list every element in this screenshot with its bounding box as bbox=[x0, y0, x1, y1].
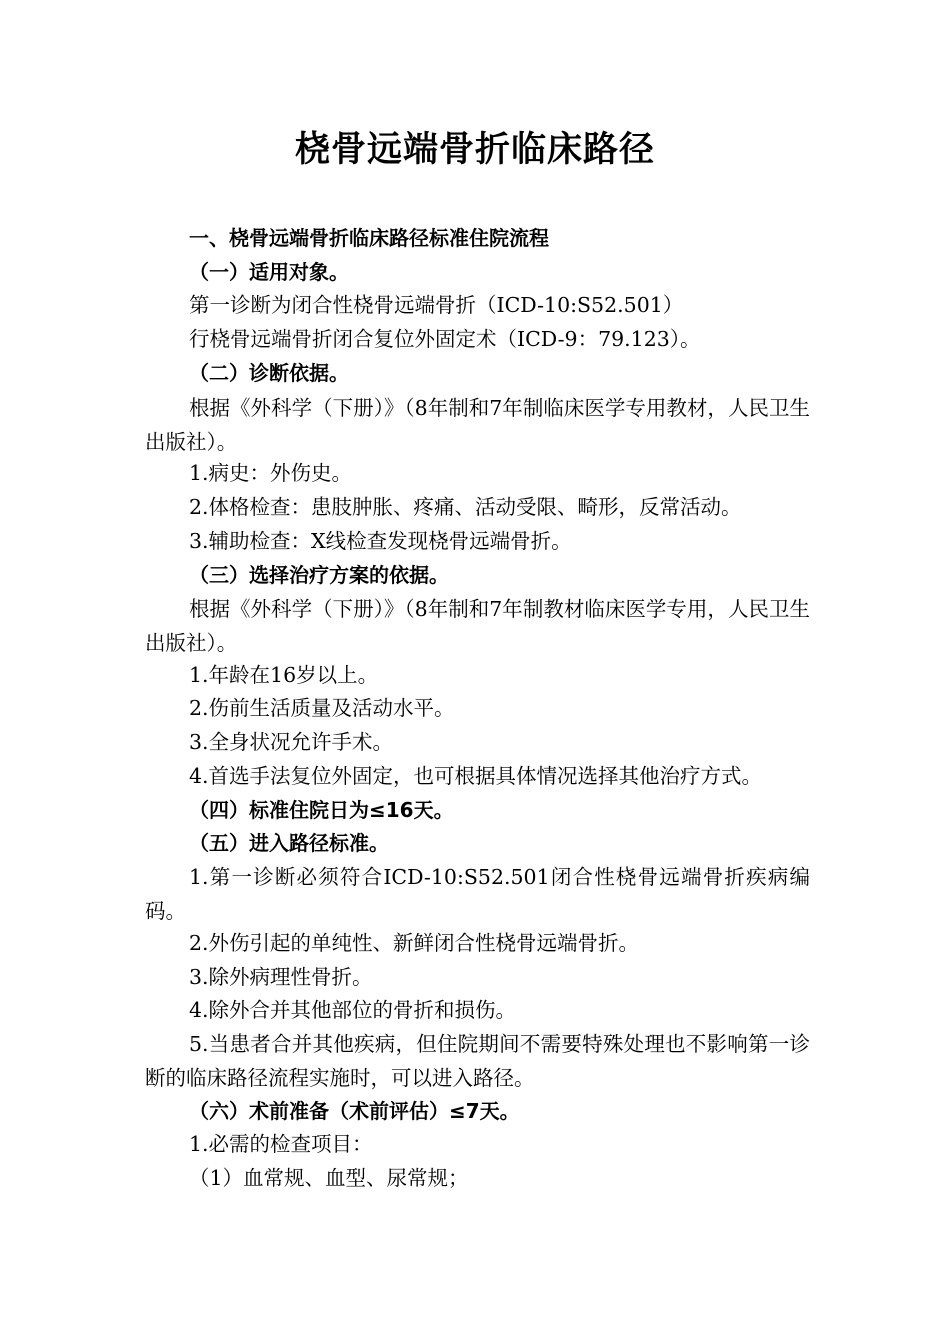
subsection-heading: （五）进入路径标准。 bbox=[189, 831, 389, 855]
body-line: 2.外伤引起的单纯性、新鲜闭合性桡骨远端骨折。 bbox=[189, 931, 640, 955]
subsection-heading: （二）诊断依据。 bbox=[189, 361, 349, 385]
body-paragraph: 根据《外科学（下册）》（8年制和7年制临床医学专用教材，人民卫生出版社）。 bbox=[145, 396, 810, 454]
body-line: 3.辅助检查：X线检查发现桡骨远端骨折。 bbox=[189, 529, 572, 553]
body-line: 1.病史：外伤史。 bbox=[189, 461, 353, 485]
body-line: 1.年龄在16岁以上。 bbox=[189, 663, 379, 687]
subsection-heading: （一）适用对象。 bbox=[189, 260, 349, 284]
body-line: 3.除外病理性骨折。 bbox=[189, 965, 373, 989]
body-line: 1.必需的检查项目： bbox=[189, 1132, 373, 1156]
body-paragraph: 1.第一诊断必须符合ICD-10:S52.501闭合性桡骨远端骨折疾病编码。 bbox=[145, 865, 810, 923]
body-line: 4.除外合并其他部位的骨折和损伤。 bbox=[189, 998, 517, 1022]
subsection-heading: （六）术前准备（术前评估）≤7天。 bbox=[189, 1099, 520, 1123]
body-line: （1）血常规、血型、尿常规； bbox=[189, 1166, 469, 1190]
body-line: 4.首选手法复位外固定，也可根据具体情况选择其他治疗方式。 bbox=[189, 764, 763, 788]
body-line: 2.体格检查：患肢肿胀、疼痛、活动受限、畸形，反常活动。 bbox=[189, 495, 742, 519]
subsection-heading: （四）标准住院日为≤16天。 bbox=[189, 798, 454, 822]
body-paragraph: 根据《外科学（下册）》（8年制和7年制教材临床医学专用，人民卫生出版社）。 bbox=[145, 597, 810, 655]
document-title: 桡骨远端骨折临床路径 bbox=[294, 130, 655, 170]
body-line: 2.伤前生活质量及活动水平。 bbox=[189, 696, 455, 720]
section-heading: 一、桡骨远端骨折临床路径标准住院流程 bbox=[189, 226, 549, 250]
body-line: 3.全身状况允许手术。 bbox=[189, 730, 394, 754]
body-paragraph: 5.当患者合并其他疾病，但住院期间不需要特殊处理也不影响第一诊断的临床路径流程实施时，可以进入路径。 bbox=[145, 1032, 810, 1090]
body-line: 行桡骨远端骨折闭合复位外固定术（ICD-9：79.123）。 bbox=[189, 327, 701, 351]
body-line: 第一诊断为闭合性桡骨远端骨折（ICD-10:S52.501） bbox=[189, 293, 684, 317]
subsection-heading: （三）选择治疗方案的依据。 bbox=[189, 563, 449, 587]
